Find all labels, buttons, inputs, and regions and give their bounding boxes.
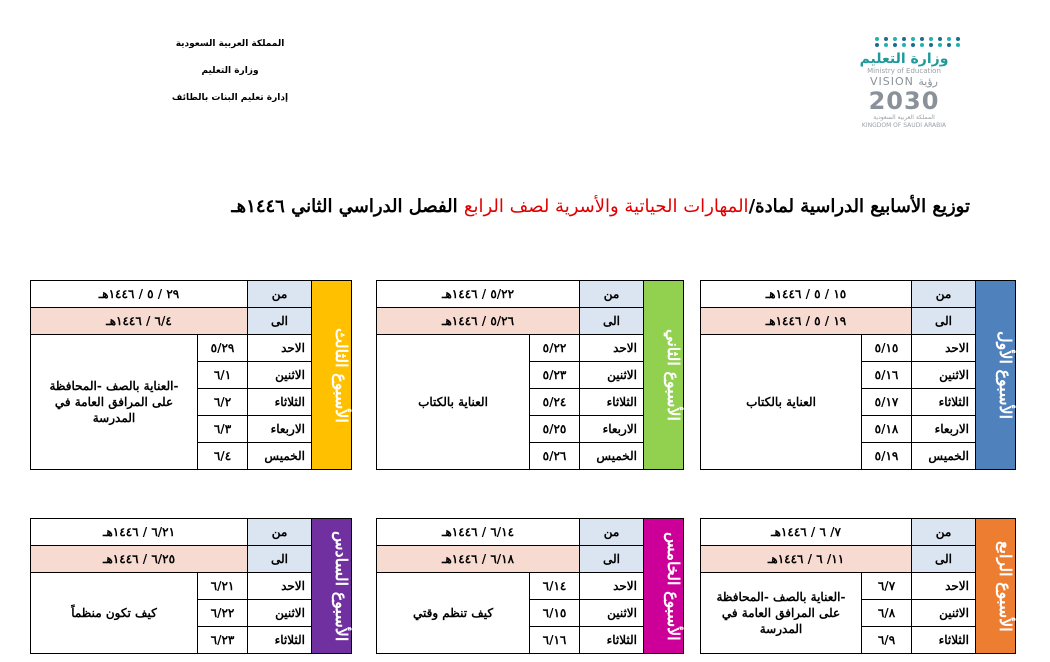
day-label: الخميس (580, 443, 644, 470)
day-date: ٥/٢٦ (530, 443, 580, 470)
day-date: ٦/١٦ (530, 627, 580, 654)
day-date: ٥/٢٩ (198, 335, 248, 362)
to-label: الى (912, 308, 976, 335)
day-label: الاثنين (912, 600, 976, 627)
logo-year: 2030 (868, 87, 940, 115)
logo-arabic: وزارة التعليم (859, 51, 949, 67)
day-label: الاربعاء (912, 416, 976, 443)
week-to-date: ١٩ / ٥ / ١٤٤٦هـ (701, 308, 912, 335)
week-label-6: الأسبوع السادس (312, 519, 352, 654)
day-date: ٦/١ (198, 362, 248, 389)
week-label-4: الأسبوع الرابع (976, 519, 1016, 654)
lesson-subject: -العناية بالصف -المحافظة على المرافق العامة في المدرسة (31, 335, 198, 470)
ministry-header (150, 38, 310, 105)
department-name: إدارة تعليم البنات بالطائف (171, 93, 289, 103)
day-label: الاحد (580, 335, 644, 362)
from-label: من (580, 519, 644, 546)
lesson-subject: -العناية بالصف -المحافظة على المرافق العامة في المدرسة (701, 573, 862, 654)
week-from-date: ٢٩ / ٥ / ١٤٤٦هـ (31, 281, 248, 308)
day-label: الاربعاء (248, 416, 312, 443)
ministry-logo (828, 33, 980, 151)
week-to-date: ٦/٤ / ١٤٤٦هـ (31, 308, 248, 335)
day-label: الاحد (248, 335, 312, 362)
day-date: ٦/٤ (198, 443, 248, 470)
day-date: ٥/٢٣ (530, 362, 580, 389)
week-from-date: ١٥ / ٥ / ١٤٤٦هـ (701, 281, 912, 308)
lesson-subject: العناية بالكتاب (701, 335, 862, 470)
to-label: الى (580, 546, 644, 573)
day-label: الاثنين (912, 362, 976, 389)
day-date: ٥/٢٤ (530, 389, 580, 416)
day-date: ٦/٨ (862, 600, 912, 627)
week-from-date: ٦/٢١ / ١٤٤٦هـ (31, 519, 248, 546)
day-label: الاحد (580, 573, 644, 600)
from-label: من (912, 519, 976, 546)
logo-dots-icon (858, 37, 980, 47)
to-label: الى (248, 546, 312, 573)
kingdom-name: المملكة العربية السعودية (175, 39, 285, 49)
day-date: ٥/١٨ (862, 416, 912, 443)
day-date: ٥/٢٢ (530, 335, 580, 362)
week-to-date: ٦/١٨ / ١٤٤٦هـ (377, 546, 580, 573)
week-label-1: الأسبوع الأول (976, 281, 1016, 470)
lesson-subject: كيف تنظم وقتي (377, 573, 530, 654)
day-date: ٦/٢٢ (198, 600, 248, 627)
day-date: ٥/١٩ (862, 443, 912, 470)
week-from-date: ٦/١٤ / ١٤٤٦هـ (377, 519, 580, 546)
day-label: الاحد (912, 573, 976, 600)
day-label: الخميس (912, 443, 976, 470)
day-label: الخميس (248, 443, 312, 470)
logo-english: Ministry of Education (867, 67, 941, 75)
week-table-3 (30, 280, 352, 470)
week-label-5: الأسبوع الخامس (644, 519, 684, 654)
to-label: الى (248, 308, 312, 335)
week-to-date: ١١/ ٦ / ١٤٤٦هـ (701, 546, 912, 573)
day-label: الثلاثاء (248, 389, 312, 416)
from-label: من (912, 281, 976, 308)
day-date: ٦/١٤ (530, 573, 580, 600)
week-table-4 (700, 518, 1016, 654)
from-label: من (248, 281, 312, 308)
logo-kingdom-ar: المملكة العربية السعودية (873, 114, 935, 121)
day-date: ٦/٢٣ (198, 627, 248, 654)
week-from-date: ٧/ ٦ / ١٤٤٦هـ (701, 519, 912, 546)
title-term: الفصل الدراسي الثاني ١٤٤٦هـ (231, 196, 464, 217)
week-table-6 (30, 518, 352, 654)
day-date: ٦/٩ (862, 627, 912, 654)
from-label: من (580, 281, 644, 308)
week-label-3: الأسبوع الثالث (312, 281, 352, 470)
day-date: ٦/٣ (198, 416, 248, 443)
from-label: من (248, 519, 312, 546)
day-label: الثلاثاء (580, 389, 644, 416)
day-date: ٦/١٥ (530, 600, 580, 627)
day-label: الاحد (912, 335, 976, 362)
day-label: الاربعاء (580, 416, 644, 443)
day-label: الثلاثاء (580, 627, 644, 654)
day-label: الاحد (248, 573, 312, 600)
day-label: الثلاثاء (248, 627, 312, 654)
week-to-date: ٦/٢٥ / ١٤٤٦هـ (31, 546, 248, 573)
to-label: الى (580, 308, 644, 335)
day-date: ٥/٢٥ (530, 416, 580, 443)
lesson-subject: العناية بالكتاب (377, 335, 530, 470)
logo-kingdom-en: KINGDOM OF SAUDI ARABIA (861, 122, 947, 129)
day-date: ٥/١٦ (862, 362, 912, 389)
day-date: ٦/٢ (198, 389, 248, 416)
day-date: ٦/٧ (862, 573, 912, 600)
week-label-2: الأسبوع الثاني (644, 281, 684, 470)
week-from-date: ٥/٢٢ / ١٤٤٦هـ (377, 281, 580, 308)
day-date: ٥/١٧ (862, 389, 912, 416)
to-label: الى (912, 546, 976, 573)
logo-vision: VISION رؤية (870, 75, 938, 88)
day-date: ٥/١٥ (862, 335, 912, 362)
week-table-1 (700, 280, 1016, 470)
title-prefix: توزيع الأسابيع الدراسية لمادة/ (748, 196, 970, 217)
week-to-date: ٥/٢٦ / ١٤٤٦هـ (377, 308, 580, 335)
day-label: الثلاثاء (912, 627, 976, 654)
day-label: الثلاثاء (912, 389, 976, 416)
ministry-name: وزارة التعليم (201, 66, 259, 76)
day-label: الاثنين (248, 362, 312, 389)
page-title (60, 196, 970, 217)
lesson-subject: كيف تكون منظماً (31, 573, 198, 654)
day-label: الاثنين (580, 362, 644, 389)
title-subject: المهارات الحياتية والأسرية لصف الرابع (463, 196, 749, 217)
week-table-5 (376, 518, 684, 654)
day-label: الاثنين (580, 600, 644, 627)
day-date: ٦/٢١ (198, 573, 248, 600)
week-table-2 (376, 280, 684, 470)
day-label: الاثنين (248, 600, 312, 627)
